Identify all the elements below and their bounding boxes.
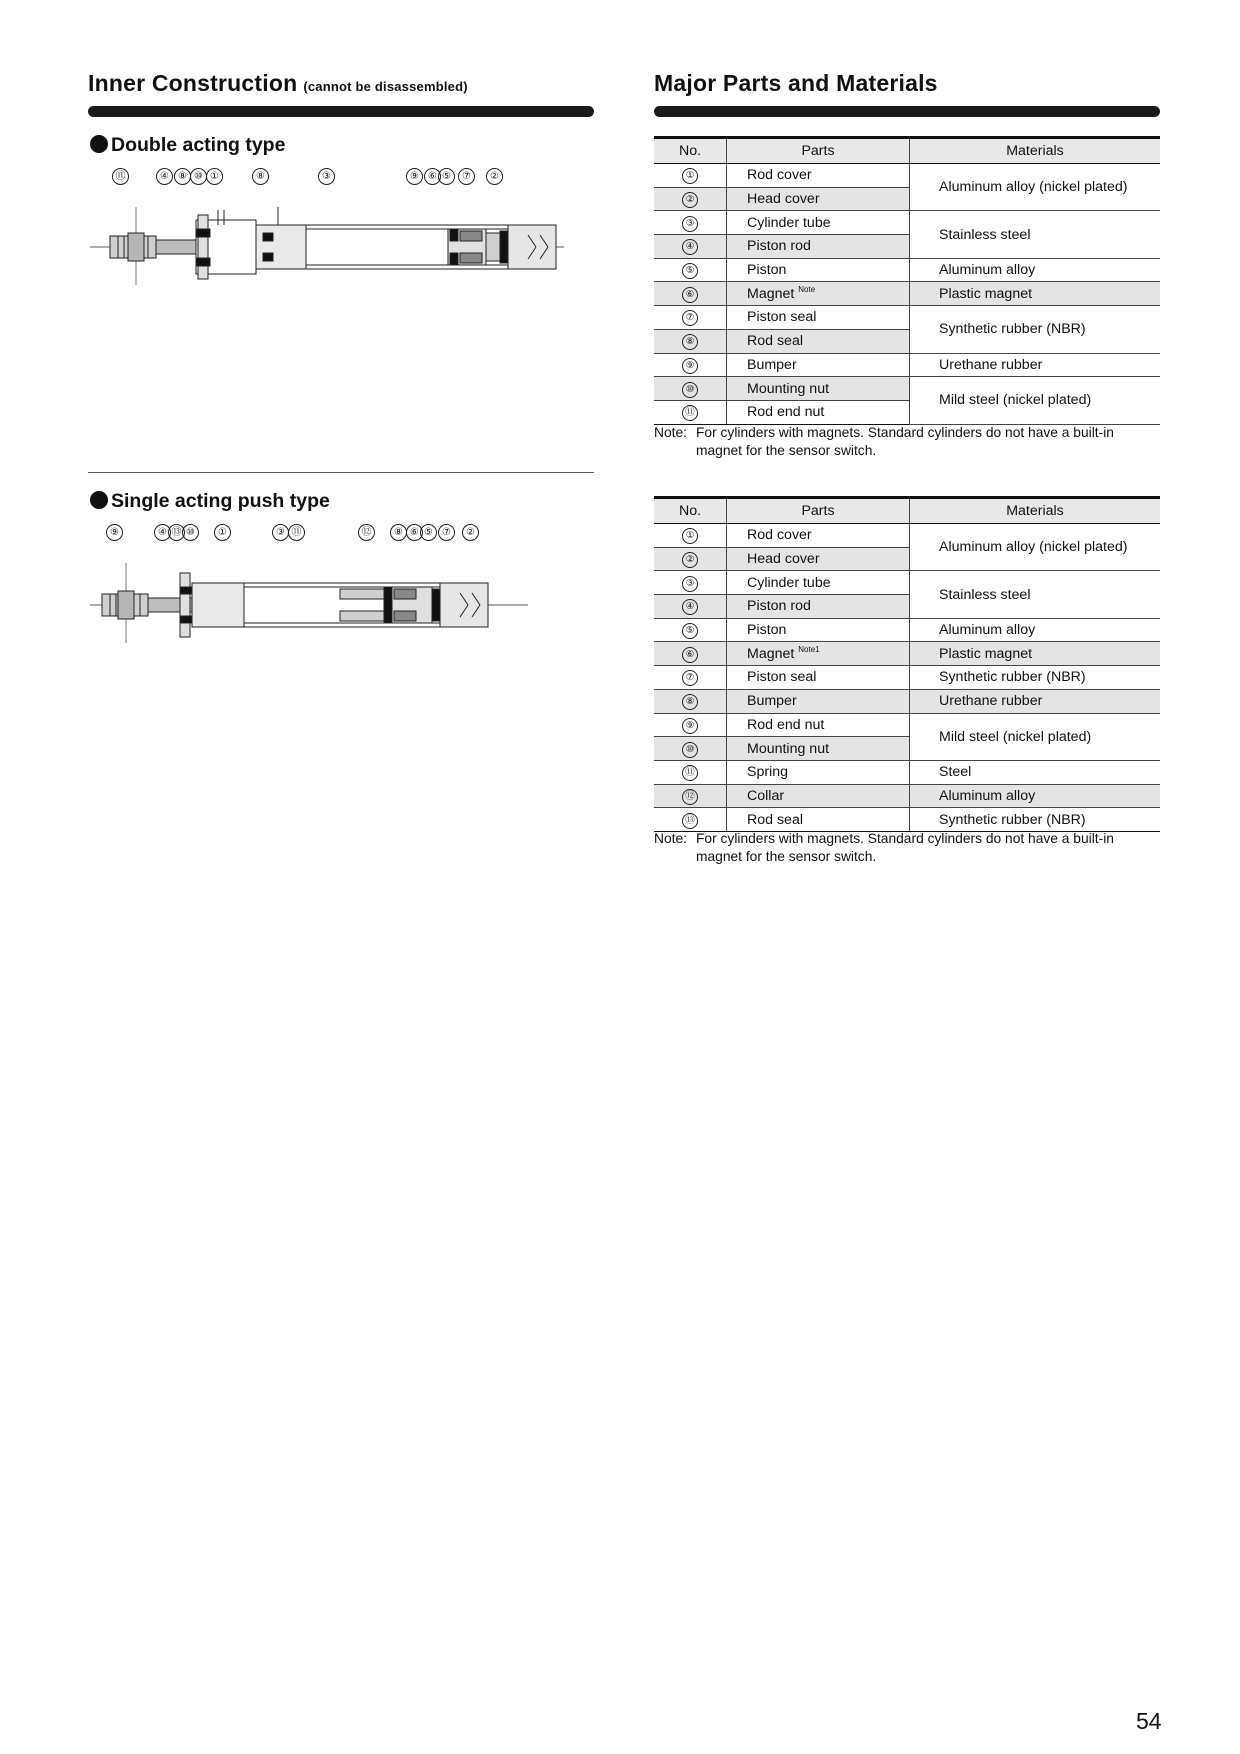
single-acting-diagram: [88, 543, 594, 643]
material: Plastic magnet: [910, 642, 1161, 666]
single-callout: ⑫: [358, 524, 375, 541]
part-number: ④: [682, 239, 698, 255]
material: Aluminum alloy (nickel plated): [910, 164, 1161, 211]
single-acting-callouts: [88, 524, 594, 544]
parts-materials-title: Major Parts and Materials: [654, 70, 938, 96]
material: Stainless steel: [910, 571, 1161, 618]
section-bar: [654, 106, 1160, 117]
table-row: [654, 808, 1160, 832]
single-callout: ③: [272, 524, 289, 541]
header-no: No.: [654, 498, 727, 524]
part-note-marker: Note: [798, 285, 816, 295]
table-row: [654, 211, 1160, 235]
double-callout: ⑧: [252, 168, 269, 185]
part-name: Cylinder tube: [747, 574, 831, 591]
table-row: [654, 258, 1160, 282]
parts-table-single: [654, 496, 1160, 832]
single-callout: ④: [154, 524, 171, 541]
table-row: [654, 666, 1160, 690]
title-note: (cannot be disassembled): [303, 79, 468, 94]
part-name: Cylinder tube: [747, 214, 831, 231]
double-callout: ⑧: [174, 168, 191, 185]
material: Steel: [910, 760, 1161, 784]
part-name: Rod seal: [747, 333, 803, 350]
part-name: Bumper: [747, 356, 797, 373]
double-callout: ⑪: [112, 168, 129, 185]
part-number: ⑦: [682, 670, 698, 686]
part-number: ⑦: [682, 310, 698, 326]
part-name: Piston: [747, 262, 787, 279]
table-row: [654, 689, 1160, 713]
single-callout: ②: [462, 524, 479, 541]
double-acting-heading: Double acting type: [90, 134, 285, 157]
header-materials: Materials: [910, 138, 1161, 164]
part-name: Magnet: [747, 286, 795, 303]
part-number: ④: [682, 599, 698, 615]
double-callout: ⑥: [424, 168, 441, 185]
note-single: Note: For cylinders with magnets. Standard cylinders do not have a built-in magnet for the sensor switch.: [654, 831, 1114, 864]
bullet-icon: [90, 491, 108, 509]
part-number: ⑩: [682, 382, 698, 398]
part-name: Piston rod: [747, 238, 811, 255]
double-callout: ④: [156, 168, 173, 185]
part-name: Rod seal: [747, 811, 803, 828]
single-callout: ①: [214, 524, 231, 541]
table-row: [654, 353, 1160, 377]
part-number: ⑫: [682, 789, 698, 805]
table-row: [654, 784, 1160, 808]
table-row: [654, 282, 1160, 306]
double-callout: ⑨: [406, 168, 423, 185]
note-double: Note: For cylinders with magnets. Standard cylinders do not have a built-in magnet for the sensor switch.: [654, 425, 1114, 458]
table-row: [654, 377, 1160, 401]
table-row: [654, 164, 1160, 188]
part-name: Collar: [747, 787, 785, 804]
material: Mild steel (nickel plated): [910, 377, 1161, 424]
table-row: [654, 618, 1160, 642]
part-note-marker: Note1: [798, 645, 820, 655]
part-number: ①: [682, 168, 698, 184]
single-acting-heading: Single acting push type: [90, 490, 330, 513]
material: Plastic magnet: [910, 282, 1161, 306]
part-name: Rod cover: [747, 527, 812, 544]
part-name: Spring: [747, 764, 789, 781]
part-name: Rod cover: [747, 167, 812, 184]
double-callout: ①: [206, 168, 223, 185]
part-number: ⑪: [682, 405, 698, 421]
part-name: Piston: [747, 622, 787, 639]
single-callout: ⑩: [182, 524, 199, 541]
part-number: ②: [682, 192, 698, 208]
header-parts: Parts: [727, 138, 910, 164]
section-bar: [88, 106, 594, 117]
part-number: ⑤: [682, 623, 698, 639]
part-number: ⑪: [682, 765, 698, 781]
part-number: ⑧: [682, 694, 698, 710]
part-number: ③: [682, 576, 698, 592]
header-materials: Materials: [910, 498, 1161, 524]
single-callout: ⑥: [406, 524, 423, 541]
part-number: ⑥: [682, 647, 698, 663]
double-acting-diagram: [88, 185, 594, 285]
inner-construction-title: Inner Construction (cannot be disassembled): [88, 70, 468, 96]
double-callout: ③: [318, 168, 335, 185]
single-callout: ⑧: [390, 524, 407, 541]
part-name: Head cover: [747, 191, 820, 208]
table-row: [654, 524, 1160, 548]
parts-table-double: [654, 136, 1160, 425]
double-callout: ⑦: [458, 168, 475, 185]
part-name: Rod end nut: [747, 404, 825, 421]
header-no: No.: [654, 138, 727, 164]
part-name: Bumper: [747, 693, 797, 710]
table-row: [654, 306, 1160, 330]
material: Mild steel (nickel plated): [910, 713, 1161, 760]
page-number: 54: [1136, 1708, 1162, 1734]
part-number: ⑨: [682, 358, 698, 374]
part-number: ②: [682, 552, 698, 568]
material: Urethane rubber: [910, 353, 1161, 377]
part-number: ⑨: [682, 718, 698, 734]
part-name: Mounting nut: [747, 380, 830, 397]
table-row: [654, 760, 1160, 784]
material: Aluminum alloy (nickel plated): [910, 524, 1161, 571]
part-number: ③: [682, 216, 698, 232]
part-number: ⑥: [682, 287, 698, 303]
divider: [88, 472, 594, 473]
part-name: Piston seal: [747, 669, 817, 686]
double-callout: ⑩: [190, 168, 207, 185]
material: Stainless steel: [910, 211, 1161, 258]
material: Synthetic rubber (NBR): [910, 666, 1161, 690]
double-callout: ②: [486, 168, 503, 185]
double-callout: ⑤: [438, 168, 455, 185]
part-number: ①: [682, 528, 698, 544]
part-number: ⑩: [682, 742, 698, 758]
part-name: Piston rod: [747, 598, 811, 615]
bullet-icon: [90, 135, 108, 153]
material: Aluminum alloy: [910, 784, 1161, 808]
single-callout: ⑤: [420, 524, 437, 541]
table-row: [654, 571, 1160, 595]
single-callout: ⑬: [168, 524, 185, 541]
material: Aluminum alloy: [910, 258, 1161, 282]
part-name: Piston seal: [747, 309, 817, 326]
part-name: Rod end nut: [747, 716, 825, 733]
header-parts: Parts: [727, 498, 910, 524]
material: Aluminum alloy: [910, 618, 1161, 642]
part-number: ⑧: [682, 334, 698, 350]
part-name: Mounting nut: [747, 740, 830, 757]
single-callout: ⑪: [288, 524, 305, 541]
material: Synthetic rubber (NBR): [910, 808, 1161, 832]
part-name: Head cover: [747, 551, 820, 568]
table-row: [654, 642, 1160, 666]
single-callout: ⑨: [106, 524, 123, 541]
part-name: Magnet: [747, 646, 795, 663]
part-number: ⑤: [682, 263, 698, 279]
material: Synthetic rubber (NBR): [910, 306, 1161, 353]
single-callout: ⑦: [438, 524, 455, 541]
material: Urethane rubber: [910, 689, 1161, 713]
part-number: ⑬: [682, 813, 698, 829]
table-row: [654, 713, 1160, 737]
